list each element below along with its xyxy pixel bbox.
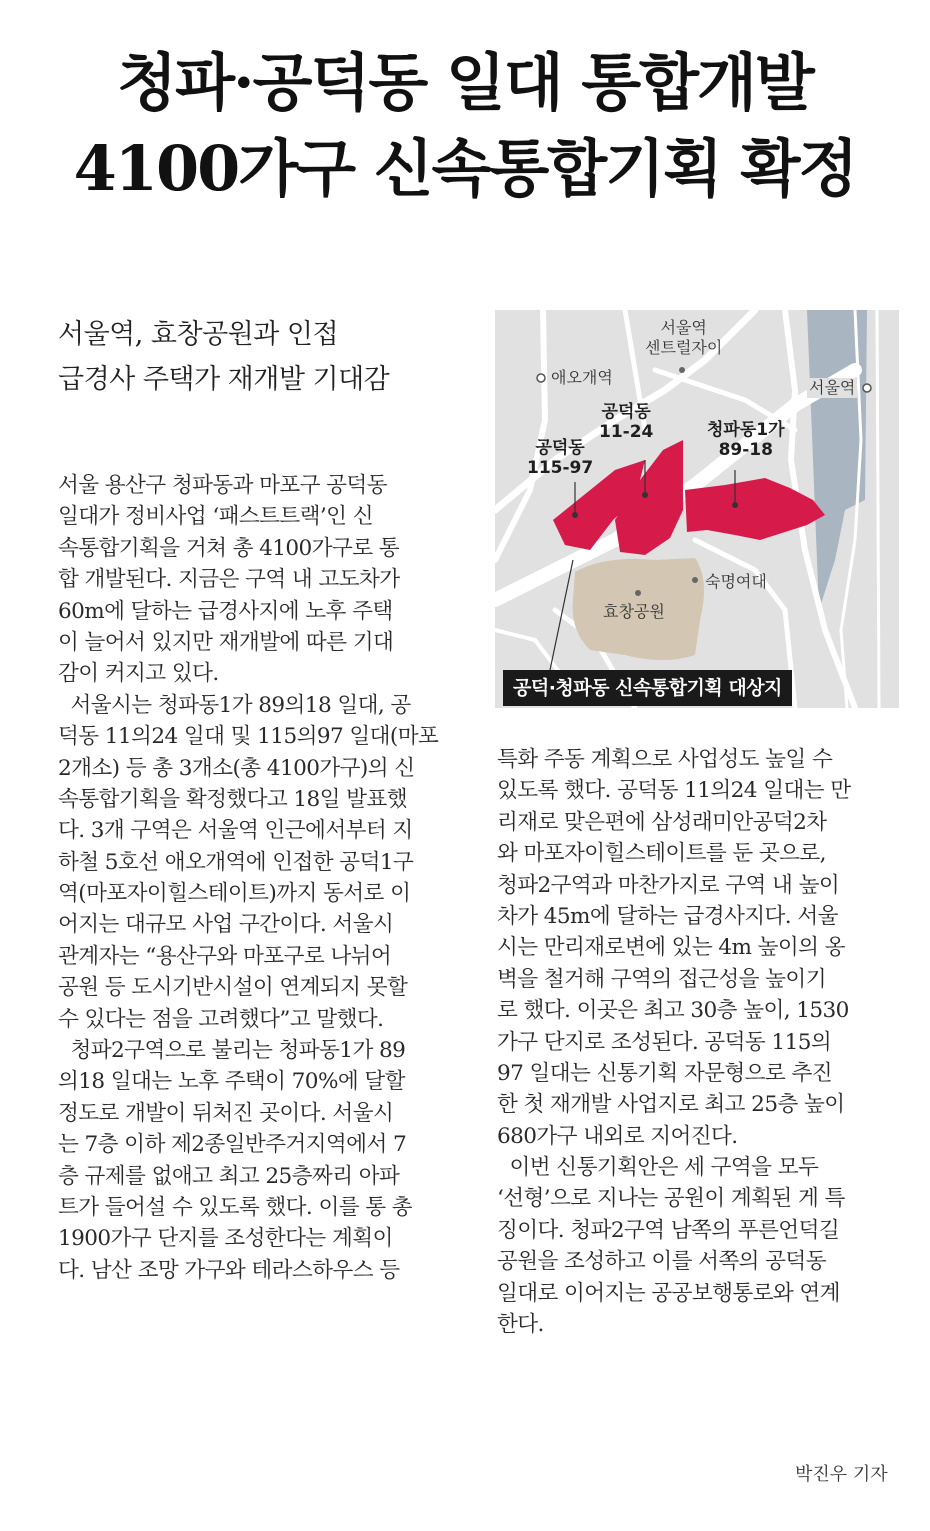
label-sookmyung-univ: 숙명여대 (705, 572, 767, 591)
article-line: 합 개발된다. 지금은 구역 내 고도차가 (58, 567, 400, 593)
article-line: 속통합기획을 확정했다고 18일 발표했 (58, 786, 407, 812)
label-seoul-station-central-xi: 서울역 센트럴자이 (645, 318, 723, 357)
article-line: 서울 용산구 청파동과 마포구 공덕동 (58, 473, 387, 498)
article-line: 정도로 개발이 뒤처진 곳이다. 서울시 (58, 1100, 394, 1126)
article-line: 로 했다. 이곳은 최고 30층 높이, 1530 (497, 998, 849, 1024)
article-line: 관계자는 “용산구와 마포구로 나뉘어 (58, 943, 392, 969)
article-line: 청파2구역과 마찬가지로 구역 내 높이 (497, 872, 840, 898)
article-line: ‘선형’으로 지나는 공원이 계획된 게 특 (497, 1186, 845, 1212)
headline-line-1: 청파·공덕동 일대 통합개발 (117, 46, 813, 119)
sookmyung-marker (692, 577, 698, 583)
article-line: 하철 5호선 애오개역에 인접한 공덕1구 (58, 849, 414, 875)
article-column-left (58, 470, 460, 1286)
article-line: 있도록 했다. 공덕동 11의24 일대는 만 (497, 778, 851, 804)
article-line: 한 첫 재개발 사업지로 최고 25층 높이 (497, 1092, 845, 1118)
article-line: 감이 커지고 있다. (58, 661, 219, 687)
article-line: 680가구 내외로 지어진다. (497, 1123, 738, 1149)
label-gongdeok-11-24: 공덕동 11-24 (599, 402, 654, 442)
article-line: 60m에 달하는 급경사지에 노후 주택 (58, 598, 393, 624)
label-cheongpa-89-18: 청파동1가 89-18 (707, 420, 785, 460)
headline (0, 40, 930, 212)
aeogae-station-marker (537, 374, 545, 382)
article-line: 수 있다는 점을 고려했다”고 말했다. (58, 1006, 384, 1032)
byline: 박진우 기자 (795, 1464, 888, 1485)
article-line: 2개소) 등 총 3개소(총 4100가구)의 신 (58, 755, 415, 781)
central-xi-marker (679, 367, 685, 373)
headline-line-2: 4100가구 신속통합기획 확정 (73, 132, 857, 205)
article-line: 의18 일대는 노후 주택이 70%에 달할 (58, 1069, 405, 1095)
article-line: 일대로 이어지는 공공보행통로와 연계 (497, 1280, 840, 1306)
label-gongdeok-115-97: 공덕동 115-97 (527, 438, 594, 478)
article-line: 가구 단지로 조성된다. 공덕동 115의 (497, 1029, 832, 1055)
article-line: 와 마포자이힐스테이트를 둔 곳으로, (497, 841, 826, 867)
article-line: 역(마포자이힐스테이트)까지 동서로 이 (58, 881, 411, 907)
article-line: 는 7층 이하 제2종일반주거지역에서 7 (58, 1132, 407, 1158)
article-line: 층 규제를 없애고 최고 25층짜리 아파 (58, 1163, 400, 1189)
subheadline-line-1: 서울역, 효창공원과 인접 (58, 319, 339, 350)
label-aeogae-station: 애오개역 (551, 368, 613, 387)
subheadline (58, 312, 478, 402)
article-line: 이 늘어서 있지만 재개발에 따른 기대 (58, 629, 394, 655)
subheadline-line-2: 급경사 주택가 재개발 기대감 (58, 364, 390, 395)
article-line: 서울시는 청파동1가 89의18 일대, 공 (58, 692, 411, 718)
label-hyochang-park: 효창공원 (603, 602, 665, 621)
article-line: 1900가구 단지를 조성한다는 계획이 (58, 1226, 393, 1252)
article-line: 한다. (497, 1312, 544, 1338)
article-line: 공원 등 도시기반시설이 연계되지 못할 (58, 975, 408, 1001)
article-line: 속통합기획을 거쳐 총 4100가구로 통 (58, 535, 399, 561)
article-line: 차가 45m에 달하는 급경사지다. 서울 (497, 903, 838, 929)
hyochang-marker (635, 590, 641, 596)
article-line: 다. 남산 조망 가구와 테라스하우스 등 (58, 1257, 400, 1283)
article-line: 리재로 맞은편에 삼성래미안공덕2차 (497, 809, 827, 835)
article-line: 징이다. 청파2구역 남쪽의 푸른언덕길 (497, 1217, 840, 1243)
seoul-station-marker (863, 384, 871, 392)
article-line: 일대가 정비사업 ‘패스트트랙’인 신 (58, 504, 373, 530)
article-line: 특화 주동 계획으로 사업성도 높일 수 (497, 747, 833, 772)
article-line: 트가 들어설 수 있도록 했다. 이를 통 총 (58, 1194, 413, 1220)
article-line: 97 일대는 신통기획 자문형으로 추진 (497, 1060, 832, 1086)
article-line: 어지는 대규모 사업 구간이다. 서울시 (58, 912, 394, 938)
article-line: 시는 만리재로변에 있는 4m 높이의 옹 (497, 935, 845, 961)
article-line: 다. 3개 구역은 서울역 인근에서부터 지 (58, 818, 413, 844)
article-line: 청파2구역으로 불리는 청파동1가 89 (58, 1038, 406, 1064)
map-figure (495, 310, 899, 708)
article-line: 덕동 11의24 일대 및 115의97 일대(마포 (58, 724, 439, 750)
article-column-right (497, 744, 899, 1340)
map-caption: 공덕·청파동 신속통합기획 대상지 (503, 670, 792, 706)
article-line: 벽을 철거해 구역의 접근성을 높이기 (497, 966, 826, 992)
article-line: 공원을 조성하고 이를 서쪽의 공덕동 (497, 1249, 826, 1275)
article-line: 이번 신통기획안은 세 구역을 모두 (497, 1155, 819, 1181)
label-seoul-station: 서울역 (809, 378, 856, 397)
